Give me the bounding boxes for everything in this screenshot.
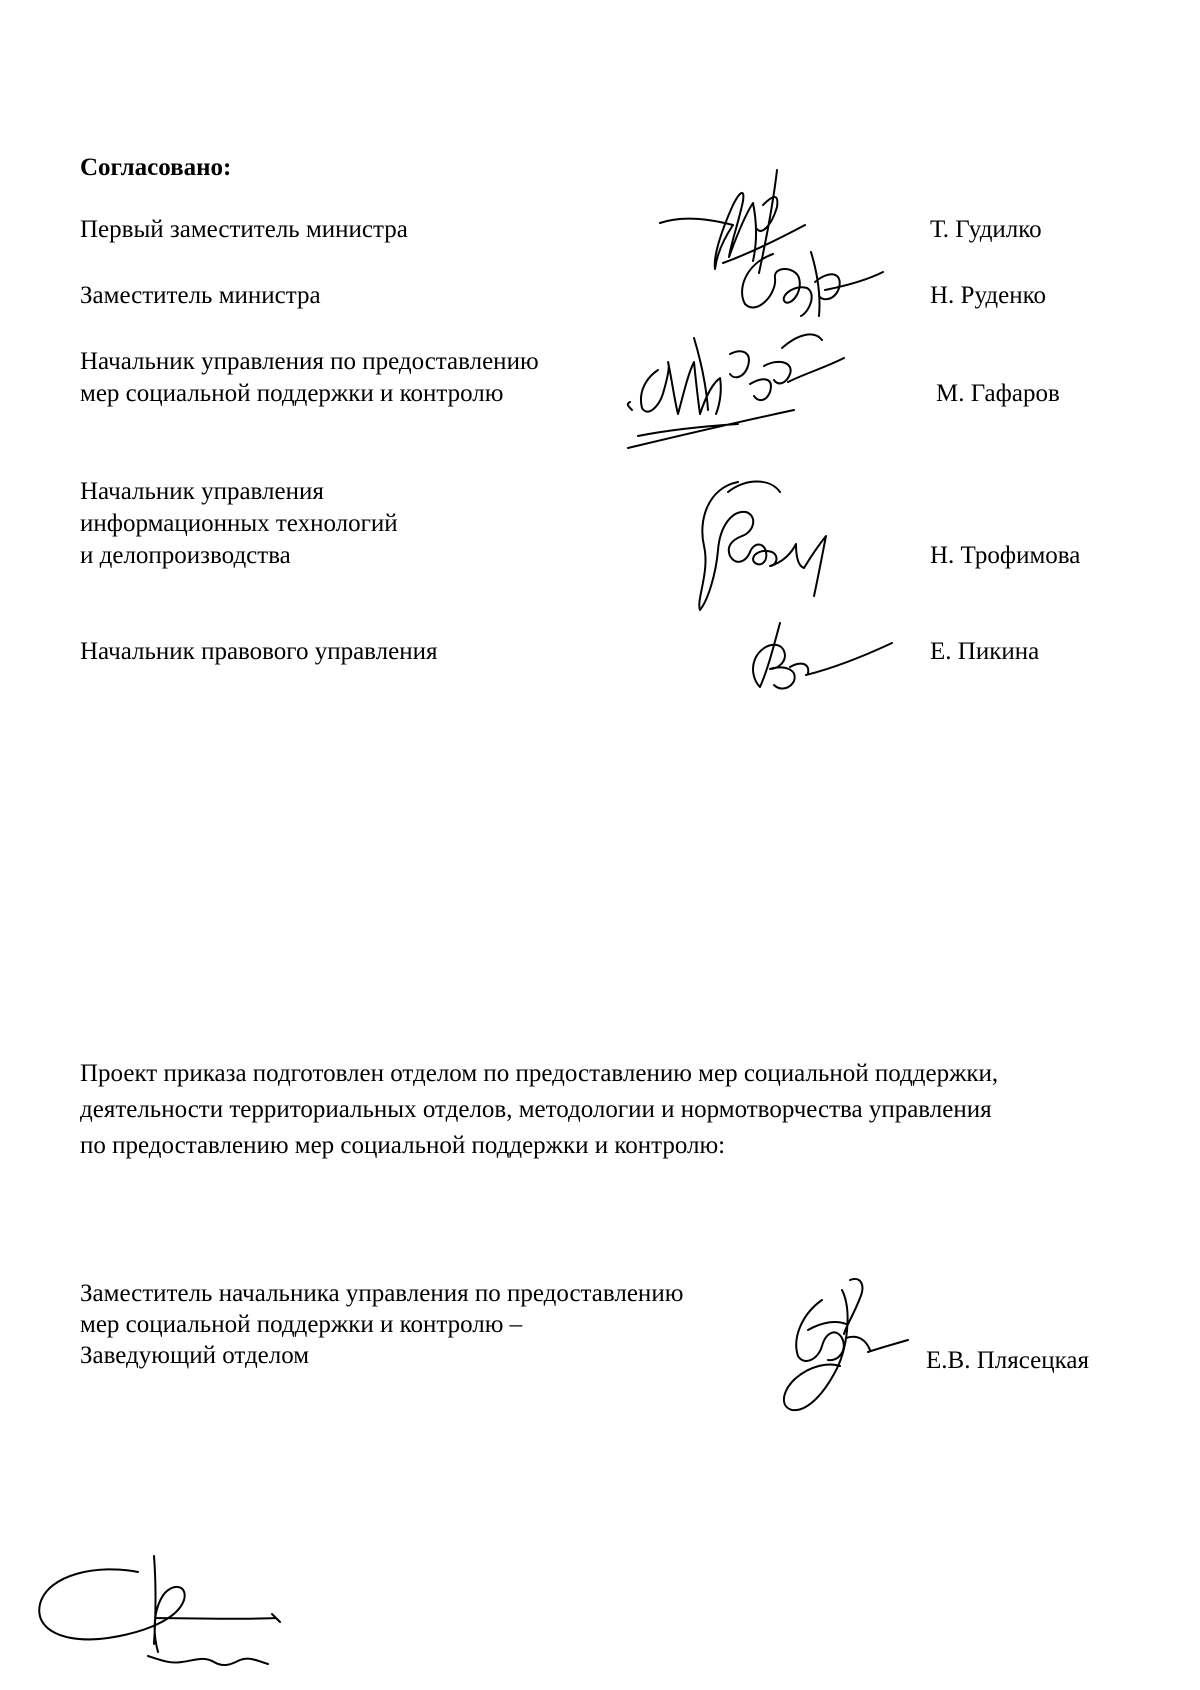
preparer-name: Е.В. Плясецкая: [926, 1347, 1089, 1374]
approval-position-social-support-head: Начальник управления по предоставлению мер социальной поддержки и контролю: [80, 348, 539, 407]
signature-plyasetskaya: [762, 1270, 912, 1415]
approval-position-legal-head: Начальник правового управления: [80, 638, 438, 665]
approval-name-rudenko: Н. Руденко: [930, 282, 1046, 309]
approval-name-gafarov: М. Гафаров: [936, 380, 1060, 407]
signature-rudenko: [725, 242, 885, 327]
prepared-by-note: Проект приказа подготовлен отделом по предоставлению мер социальной поддержки, деятельности территориальных отделов, методологии и нормотворчества управления по предоставлению мер социальной поддержки и контролю:: [80, 1060, 999, 1159]
signature-initials-bottom: [28, 1552, 288, 1677]
approval-name-gudilko: Т. Гудилко: [930, 216, 1042, 243]
signature-gafarov: [618, 318, 858, 458]
approval-position-it-head: Начальник управления информационных технологий и делопроизводства: [80, 478, 398, 569]
preparer-position: Заместитель начальника управления по предоставлению мер социальной поддержки и контролю – Заведующий отделом: [80, 1280, 684, 1369]
signature-trofimova: [688, 470, 838, 615]
signature-pikina: [740, 615, 900, 695]
approval-position-first-deputy-minister: Первый заместитель министра: [80, 216, 408, 243]
approval-name-pikina: Е. Пикина: [930, 638, 1040, 665]
approval-name-trofimova: Н. Трофимова: [930, 542, 1081, 569]
approval-heading: Согласовано:: [80, 154, 232, 181]
approval-position-deputy-minister: Заместитель министра: [80, 282, 321, 309]
